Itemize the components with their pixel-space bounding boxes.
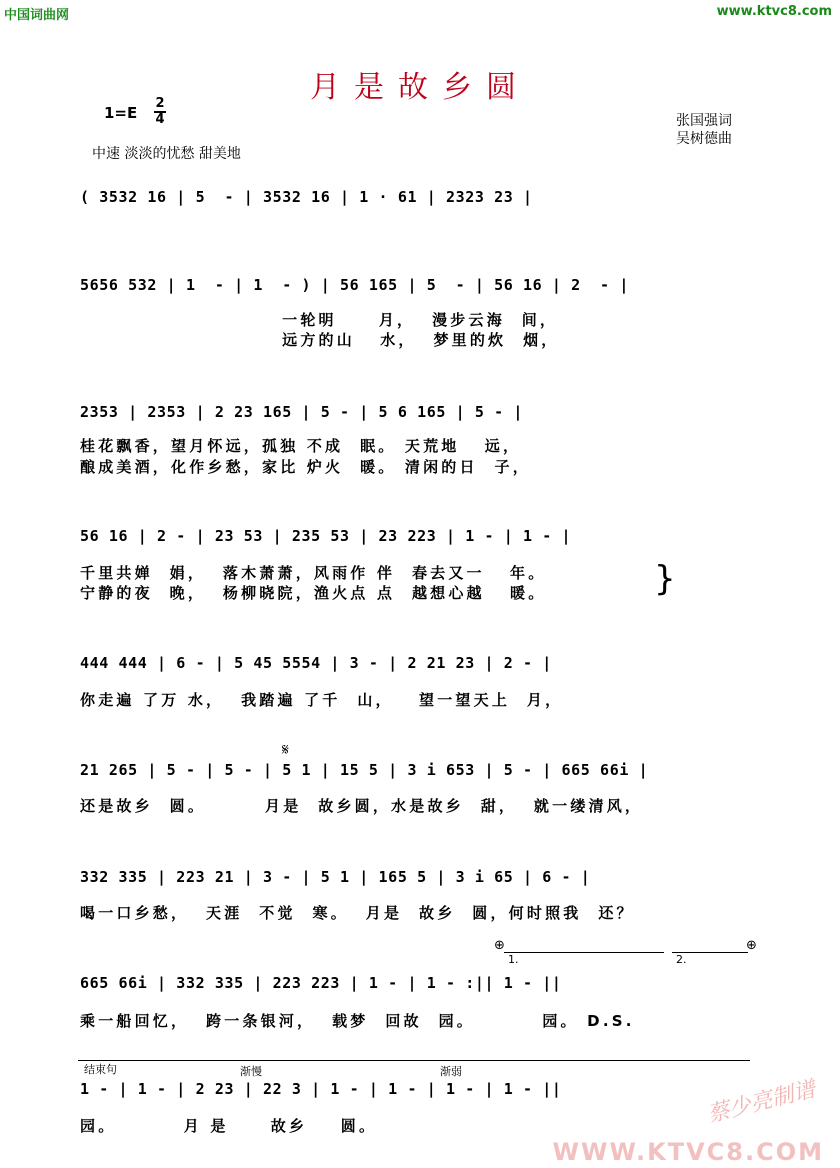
notation-line: 5656 532 | 1 - | 1 - ) | 56 165 | 5 - | 56 16 | 2 - |	[80, 276, 629, 294]
score-row-6	[80, 761, 648, 779]
score-row-2	[80, 276, 629, 294]
lyric-line: 酿成美酒，化作乡愁，家比 炉火 暖。 清闲的日 子，	[80, 458, 531, 476]
lyric-line: 乘一船回忆， 跨一条银河， 载梦 回故 园。 园。 D.S.	[80, 1012, 635, 1030]
coda-mark: ⊕	[746, 938, 757, 953]
ritardando-mark: 渐慢	[240, 1065, 262, 1078]
tempo-marking: 中速 淡淡的忧愁 甜美地	[92, 146, 241, 162]
notation-line: 2353 | 2353 | 2 23 165 | 5 - | 5 6 165 | 5 - |	[80, 403, 524, 421]
lyric-line: 远方的山 水， 梦里的炊 烟，	[80, 331, 560, 349]
lyric-line: 还是故乡 圆。 月是 故乡圆，水是故乡 甜， 就一缕清风，	[80, 797, 644, 815]
diminuendo-mark: 渐弱	[440, 1065, 462, 1078]
lyric-line: 宁静的夜 晚， 杨柳晓院，渔火点 点 越想心越 暖。	[80, 584, 547, 602]
song-title: 月是故乡圆	[310, 70, 530, 105]
notation-line: 444 444 | 6 - | 5 45 5554 | 3 - | 2 21 23 | 2 - |	[80, 654, 552, 672]
volta-2-label: 2.	[676, 953, 687, 966]
time-signature-top: 2	[155, 96, 165, 111]
lyric-line: 千里共婵 娟， 落木萧萧，风雨作 伴 春去又一 年。	[80, 564, 547, 582]
composer-credit: 吴树德曲	[676, 131, 732, 147]
score-row-3	[80, 403, 523, 421]
score-row-7	[80, 868, 590, 886]
site-watermark: WWW.KTVC8.COM	[552, 1138, 824, 1166]
volta-bracket-1	[504, 952, 664, 953]
segno-mark: 𝄋	[282, 740, 289, 759]
notation-line: 21 265 | 5 - | 5 - | 5 1 | 15 5 | 3 i 653 | 5 - | 665 66i |	[80, 761, 649, 779]
lyric-line: 喝一口乡愁， 天涯 不觉 寒。 月是 故乡 圆，何时照我 还？	[80, 904, 635, 922]
ending-label: 结束句	[84, 1063, 117, 1076]
score-row-4	[80, 527, 571, 545]
notation-line: 665 66i | 332 335 | 223 223 | 1 - | 1 - :|| 1 - ||	[80, 974, 562, 992]
notation-line: 1 - | 1 - | 2 23 | 22 3 | 1 - | 1 - | 1 - | 1 - ||	[80, 1080, 562, 1098]
ending-bracket	[78, 1060, 750, 1061]
time-signature-bottom: 4	[155, 112, 165, 127]
key-signature: 1=E	[104, 104, 138, 122]
site-url-right[interactable]: www.ktvc8.com	[716, 4, 832, 19]
lyric-line: 一轮明 月， 漫步云海 间，	[80, 311, 559, 329]
repeat-brace: }	[654, 559, 676, 599]
notation-line: 332 335 | 223 21 | 3 - | 5 1 | 165 5 | 3 i 65 | 6 - |	[80, 868, 591, 886]
lyricist-credit: 张国强词	[676, 113, 732, 129]
volta-1-label: 1.	[508, 953, 519, 966]
lyric-line: 桂花飘香，望月怀远，孤独 不成 眠。 天荒地 远，	[80, 437, 522, 455]
coda-mark: ⊕	[494, 938, 505, 953]
site-logo-left[interactable]: 中国词曲网	[4, 8, 70, 23]
score-row-9	[80, 1080, 562, 1098]
score-row-5	[80, 654, 552, 672]
score-row-1	[80, 188, 533, 206]
lyric-line: 园。 月 是 故乡 圆。	[80, 1117, 378, 1135]
time-signature	[154, 97, 166, 127]
notation-line: 56 16 | 2 - | 23 53 | 235 53 | 23 223 | 1 - | 1 - |	[80, 527, 572, 545]
score-row-8	[80, 974, 562, 992]
lyric-line: 你走遍 了万 水， 我踏遍 了千 山， 望一望天上 月，	[80, 691, 564, 709]
notation-line: ( 3532 16 | 5 - | 3532 16 | 1 · 61 | 2323 23 |	[80, 188, 533, 206]
arranger-watermark: 蔡少亮制谱	[705, 1077, 818, 1128]
